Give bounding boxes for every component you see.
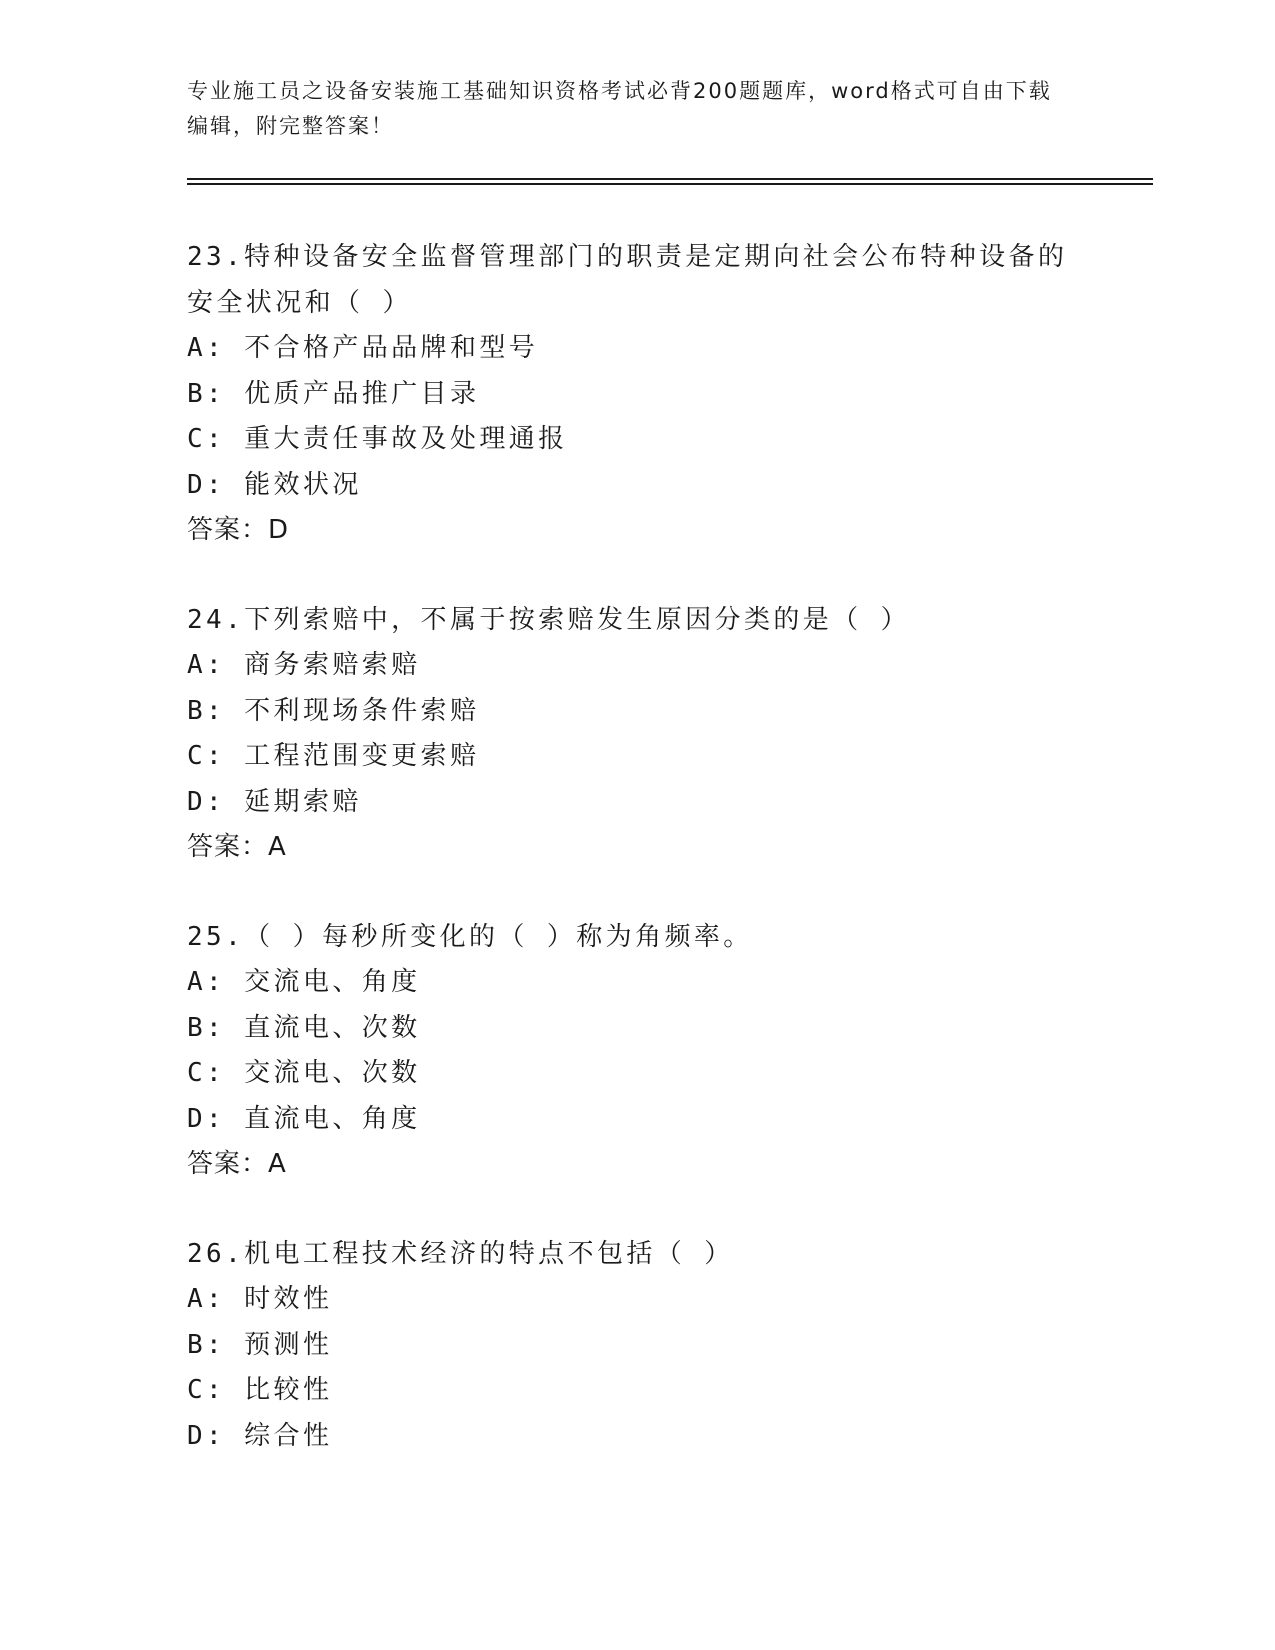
option-d: D: 直流电、角度 bbox=[187, 1103, 421, 1134]
question-list bbox=[187, 235, 1087, 1503]
option-d: D: 能效状况 bbox=[187, 469, 362, 500]
option-c: C: 重大责任事故及处理通报 bbox=[187, 424, 568, 454]
header-rule-bottom bbox=[187, 183, 1153, 185]
question-25 bbox=[187, 915, 1087, 1188]
option-b: B: 优质产品推广目录 bbox=[187, 378, 480, 409]
option-b: B: 预测性 bbox=[187, 1329, 333, 1360]
question-24 bbox=[187, 598, 1087, 871]
option-a: A: 交流电、角度 bbox=[187, 967, 421, 997]
option-a: A: 时效性 bbox=[187, 1284, 333, 1314]
answer-line: 答案：A bbox=[187, 1149, 287, 1179]
answer-line: 答案：D bbox=[187, 515, 290, 545]
question-stem: 24.下列索赔中，不属于按索赔发生原因分类的是（ ） bbox=[187, 604, 911, 635]
question-26 bbox=[187, 1232, 1087, 1460]
option-a: A: 不合格产品品牌和型号 bbox=[187, 333, 539, 363]
question-23 bbox=[187, 235, 1087, 554]
option-a: A: 商务索赔索赔 bbox=[187, 650, 421, 680]
option-c: C: 工程范围变更索赔 bbox=[187, 741, 480, 771]
document-header bbox=[187, 74, 1067, 144]
question-stem: 23.特种设备安全监督管理部门的职责是定期向社会公布特种设备的安全状况和（ ） bbox=[187, 242, 1068, 318]
question-stem: 26.机电工程技术经济的特点不包括（ ） bbox=[187, 1238, 734, 1269]
option-d: D: 综合性 bbox=[187, 1420, 333, 1451]
question-stem: 25.（ ）每秒所变化的（ ）称为角频率。 bbox=[187, 921, 753, 952]
answer-line: 答案：A bbox=[187, 832, 287, 862]
option-b: B: 直流电、次数 bbox=[187, 1012, 421, 1043]
header-rule-top bbox=[187, 178, 1153, 180]
option-c: C: 比较性 bbox=[187, 1375, 333, 1405]
header-title: 专业施工员之设备安装施工基础知识资格考试必背200题题库，word格式可自由下载编辑，附完整答案！ bbox=[187, 79, 1052, 138]
option-d: D: 延期索赔 bbox=[187, 786, 362, 817]
option-b: B: 不利现场条件索赔 bbox=[187, 695, 480, 726]
option-c: C: 交流电、次数 bbox=[187, 1058, 421, 1088]
